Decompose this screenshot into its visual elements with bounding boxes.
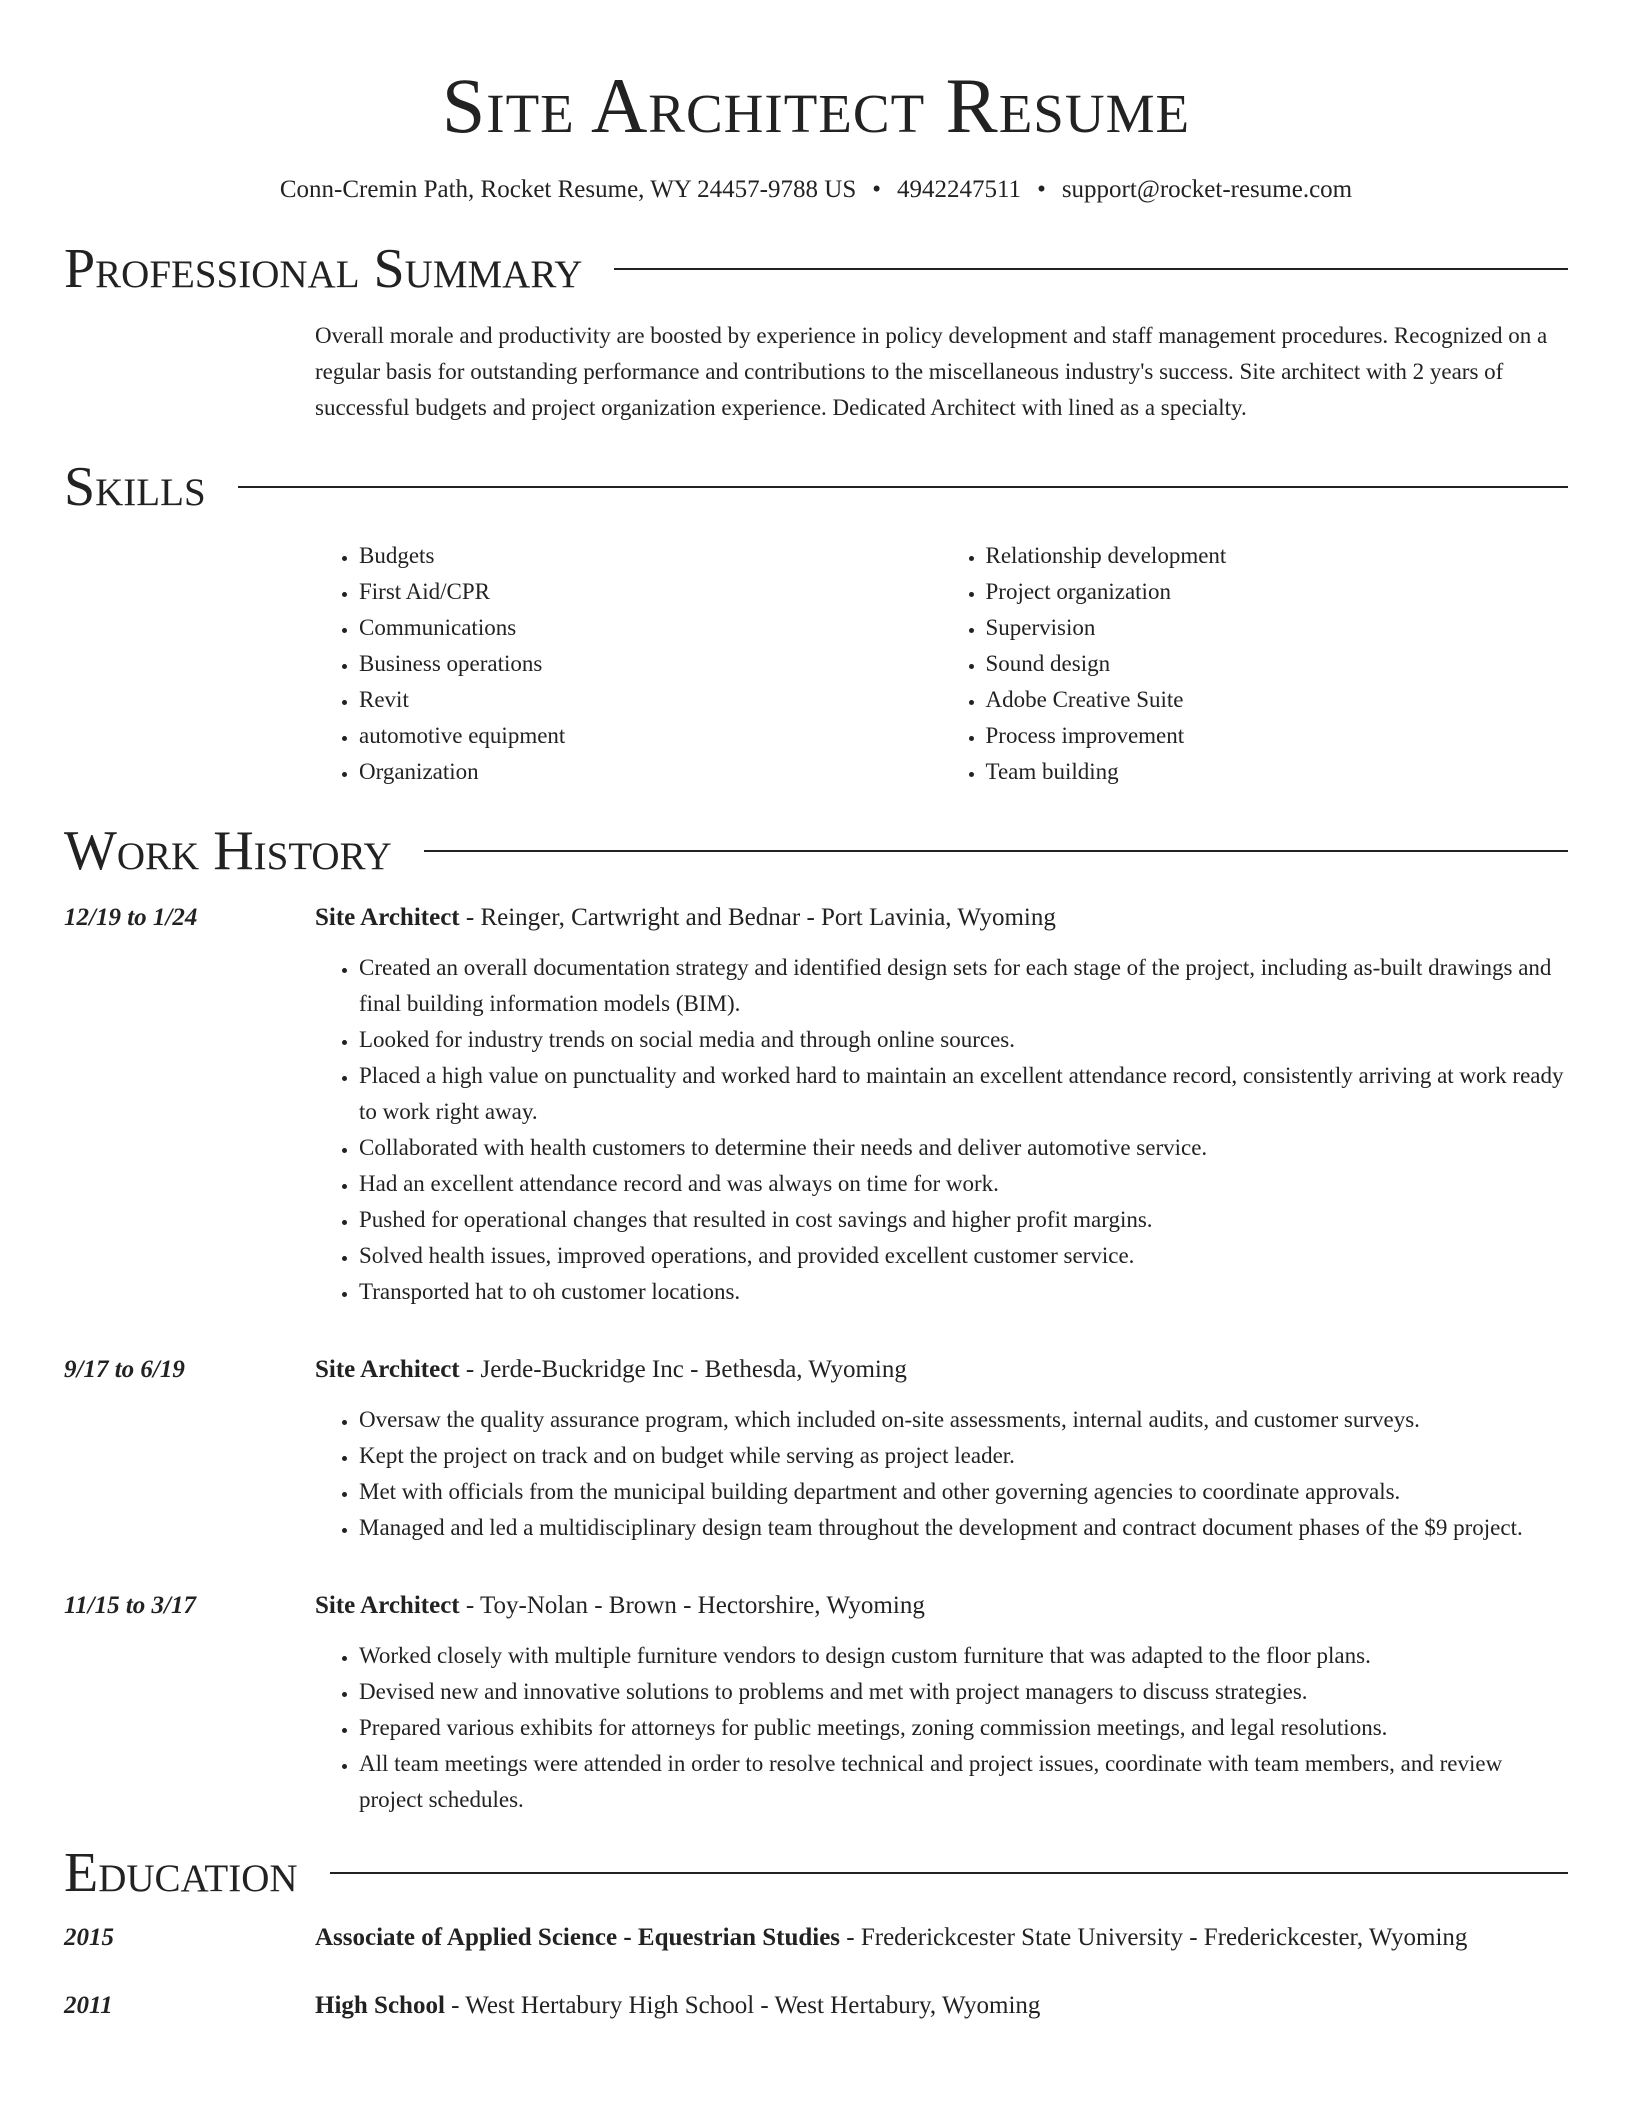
job-duty: • Created an overall documentation strategy and identified design sets for each stage of the project, including as-built drawings and final building information models (BIM).	[359, 950, 1568, 1022]
skill-item: • Budgets	[359, 538, 942, 574]
job-duty: • Placed a high value on punctuality and worked hard to maintain an excellent attendance record, consistently arriving at work ready to work right away.	[359, 1058, 1568, 1130]
work-dates: 9/17 to 6/19	[64, 1356, 185, 1383]
skill-item: • automotive equipment	[359, 718, 942, 754]
job-duty: • Collaborated with health customers to determine their needs and deliver automotive service.	[359, 1130, 1568, 1166]
skill-item: • Project organization	[986, 574, 1569, 610]
skill-item: • Supervision	[986, 610, 1569, 646]
job-duty: • Oversaw the quality assurance program, which included on-site assessments, internal audits, and customer surveys.	[359, 1402, 1568, 1438]
education-entry-body	[315, 1920, 1568, 1956]
skill-item: • Sound design	[986, 646, 1569, 682]
job-duties-list	[315, 1638, 1568, 1818]
work-heading	[315, 1588, 1568, 1624]
section-title: Skills	[64, 456, 206, 518]
skills-column-right	[942, 538, 1569, 790]
job-duty: • Managed and led a multidisciplinary design team throughout the development and contract document phases of the $9 project.	[359, 1510, 1568, 1546]
skill-item: • Business operations	[359, 646, 942, 682]
summary-section-header	[64, 234, 1568, 304]
section-title: Professional Summary	[64, 238, 583, 300]
skill-item: • Process improvement	[986, 718, 1569, 754]
education-list	[64, 1920, 1568, 2024]
job-duty: • Devised new and innovative solutions to problems and met with project managers to discuss strategies.	[359, 1674, 1568, 1710]
job-employer: - Jerde-Buckridge Inc - Bethesda, Wyoming	[459, 1356, 907, 1383]
skill-item: • Organization	[359, 754, 942, 790]
section-title: Work History	[64, 820, 392, 882]
job-duty: • Prepared various exhibits for attorneys for public meetings, zoning commission meetings, and legal resolutions.	[359, 1710, 1568, 1746]
job-duty: • Had an excellent attendance record and was always on time for work.	[359, 1166, 1568, 1202]
contact-email: support@rocket-resume.com	[1061, 176, 1353, 203]
education-entry	[64, 1920, 1568, 1956]
skill-item: • Communications	[359, 610, 942, 646]
job-title: Site Architect	[315, 1356, 460, 1383]
resume-title: Site Architect Resume	[441, 62, 1191, 149]
contact-separator: •	[872, 176, 881, 203]
summary-text: Overall morale and productivity are boosted by experience in policy development and staff management procedures. Recognized on a regular basis for outstanding performance and contributions to the miscellaneous industry's success. Site architect with 2 years of successful budgets and project organization experience. Dedicated Architect with lined as a specialty.	[315, 323, 1548, 420]
skill-item: • Relationship development	[986, 538, 1569, 574]
skills-column-left	[315, 538, 942, 790]
skill-item: • Adobe Creative Suite	[986, 682, 1569, 718]
skills-list	[315, 538, 1568, 790]
education-heading	[315, 1920, 1568, 1956]
education-year: 2015	[64, 1924, 114, 1951]
work-dates: 11/15 to 3/17	[64, 1592, 196, 1619]
skill-item: • Team building	[986, 754, 1569, 790]
job-duty: • Worked closely with multiple furniture vendors to design custom furniture that was adapted to the floor plans.	[359, 1638, 1568, 1674]
job-title: Site Architect	[315, 904, 460, 931]
skill-item: • Revit	[359, 682, 942, 718]
degree-name: Associate of Applied Science - Equestrian Studies	[315, 1924, 841, 1951]
section-title: Education	[64, 1842, 298, 1904]
contact-separator: •	[1037, 176, 1046, 203]
job-duty: • Transported hat to oh customer locations.	[359, 1274, 1568, 1310]
resume-page	[64, 0, 1568, 2024]
job-duty: • Met with officials from the municipal building department and other governing agencies to coordinate approvals.	[359, 1474, 1568, 1510]
contact-address: Conn-Cremin Path, Rocket Resume, WY 24457-9788 US	[279, 176, 857, 203]
education-year: 2011	[64, 1992, 113, 2019]
school-details: - West Hertabury High School - West Hertabury, Wyoming	[444, 1992, 1041, 2019]
education-entry	[64, 1988, 1568, 2024]
education-entry-body	[315, 1988, 1568, 2024]
section-divider	[330, 1872, 1568, 1874]
job-duty: • Pushed for operational changes that resulted in cost savings and higher profit margins.	[359, 1202, 1568, 1238]
contact-phone: 4942247511	[896, 176, 1022, 203]
job-employer: - Reinger, Cartwright and Bednar - Port Lavinia, Wyoming	[459, 904, 1056, 931]
work-entry	[64, 900, 1568, 1310]
degree-name: High School	[315, 1992, 445, 2019]
work-entry	[64, 1352, 1568, 1546]
job-duties-list	[315, 1402, 1568, 1546]
work-entry	[64, 1588, 1568, 1818]
job-duty: • Kept the project on track and on budget while serving as project leader.	[359, 1438, 1568, 1474]
job-employer: - Toy-Nolan - Brown - Hectorshire, Wyoming	[459, 1592, 925, 1619]
work-entry-body	[315, 1352, 1568, 1546]
education-section-header	[64, 1838, 1568, 1908]
job-duties-list	[315, 950, 1568, 1310]
section-divider	[238, 486, 1568, 488]
work-entry-body	[315, 900, 1568, 1310]
section-divider	[424, 850, 1568, 852]
skills-section-header	[64, 452, 1568, 522]
work-section-header	[64, 816, 1568, 886]
section-divider	[614, 268, 1568, 270]
work-heading	[315, 1352, 1568, 1388]
job-title: Site Architect	[315, 1592, 460, 1619]
skill-item: • First Aid/CPR	[359, 574, 942, 610]
education-heading	[315, 1988, 1568, 2024]
job-duty: • Solved health issues, improved operations, and provided excellent customer service.	[359, 1238, 1568, 1274]
job-duty: • Looked for industry trends on social media and through online sources.	[359, 1022, 1568, 1058]
job-duty: • All team meetings were attended in order to resolve technical and project issues, coordinate with team members, and review project schedules.	[359, 1746, 1568, 1818]
work-entry-body	[315, 1588, 1568, 1818]
work-dates: 12/19 to 1/24	[64, 904, 198, 931]
school-details: - Frederickcester State University - Frederickcester, Wyoming	[840, 1924, 1468, 1951]
work-heading	[315, 900, 1568, 936]
work-history-list	[64, 900, 1568, 1818]
contact-line	[64, 174, 1568, 206]
